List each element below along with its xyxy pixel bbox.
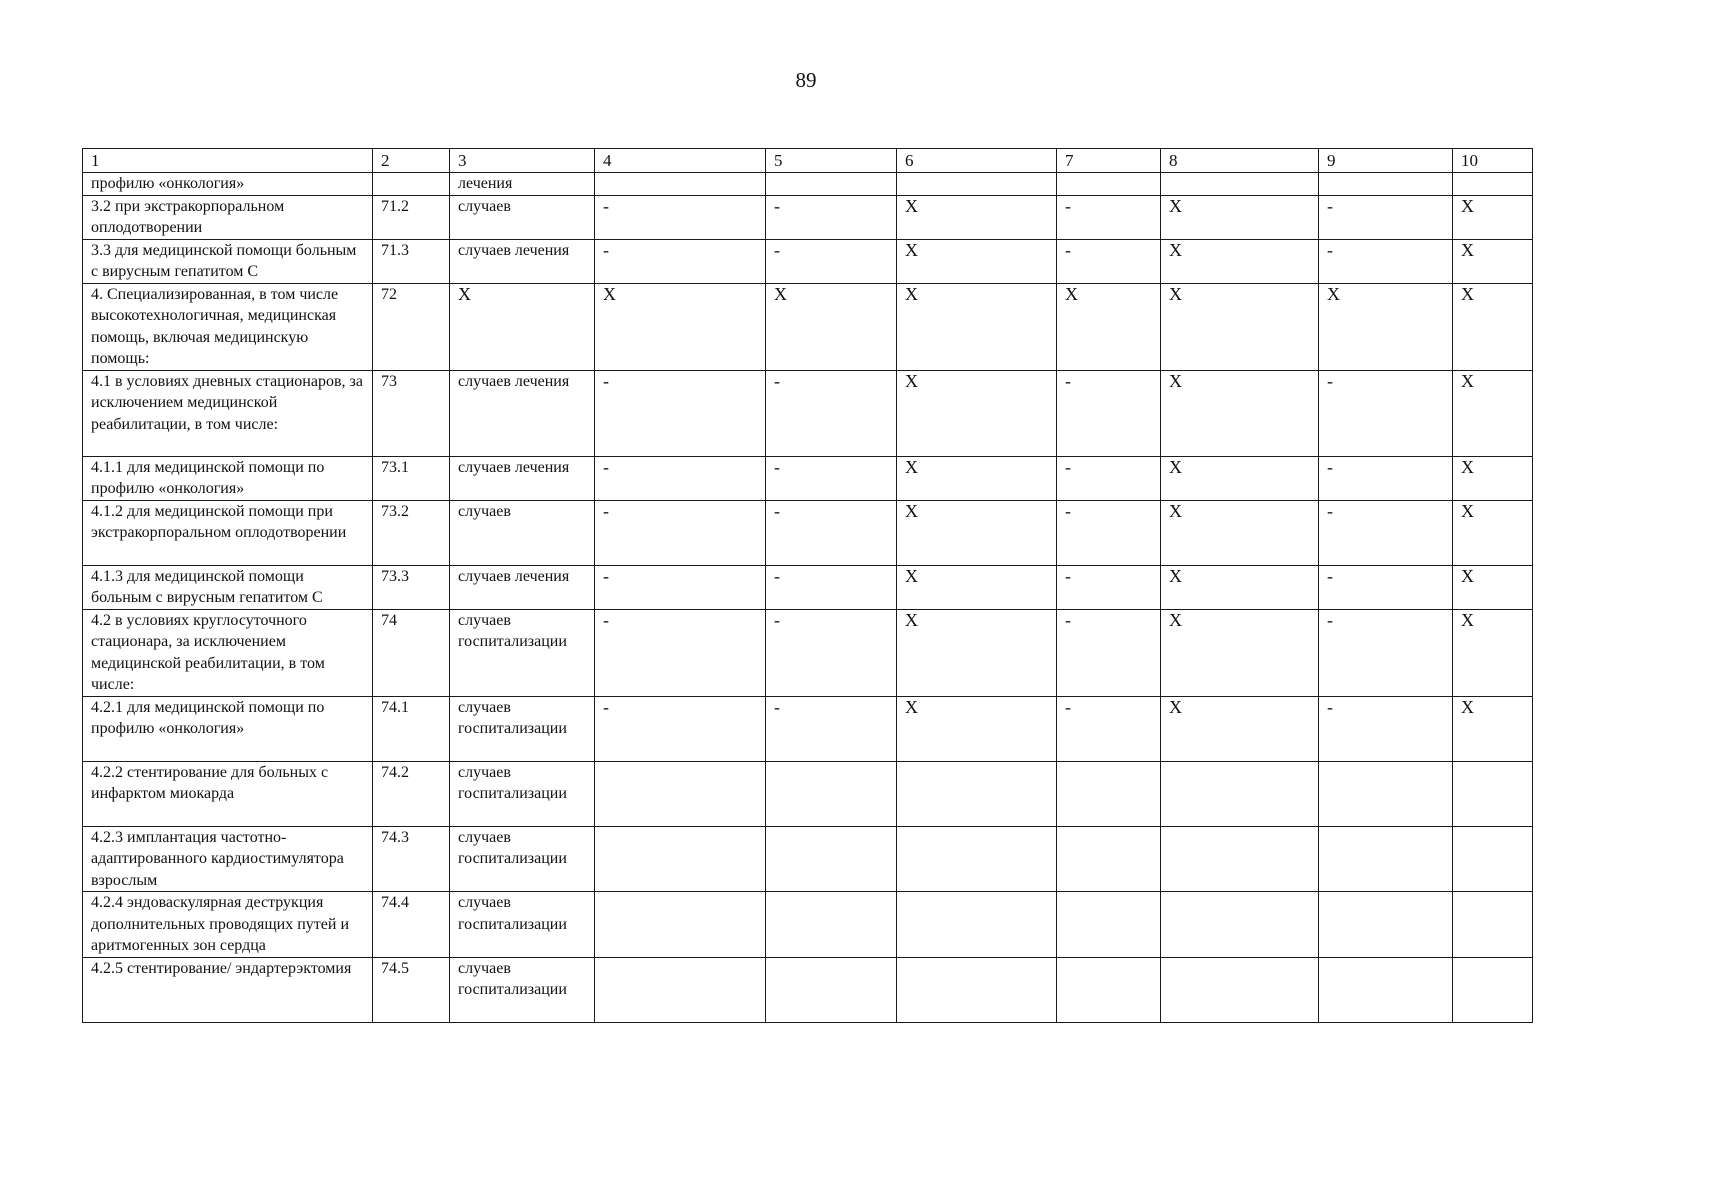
- table-cell-col-7: [1057, 172, 1161, 195]
- table-cell-col-8: X: [1161, 283, 1319, 370]
- header-cell-4: 4: [595, 149, 766, 173]
- table-cell-col-9: -: [1319, 565, 1453, 609]
- table-cell-col-10: X: [1453, 283, 1533, 370]
- table-cell-col-9: -: [1319, 500, 1453, 565]
- header-cell-6: 6: [897, 149, 1057, 173]
- table-cell-col-3: случаев: [450, 500, 595, 565]
- table-cell-col-8: [1161, 761, 1319, 826]
- table-cell-col-10: X: [1453, 500, 1533, 565]
- table-cell-col-9: [1319, 172, 1453, 195]
- table-cell-col-3: случаев госпитализации: [450, 892, 595, 958]
- table-row: [83, 892, 1533, 958]
- table-cell-col-8: X: [1161, 370, 1319, 456]
- table-cell-col-6: [897, 957, 1057, 1022]
- table-cell-col-10: [1453, 761, 1533, 826]
- table-cell-col-4: -: [595, 565, 766, 609]
- table-cell-col-2: 71.3: [373, 239, 450, 283]
- table-cell-col-2: 72: [373, 283, 450, 370]
- table-cell-col-6: [897, 826, 1057, 892]
- table-cell-col-3: X: [450, 283, 595, 370]
- table-cell-col-2: 74.3: [373, 826, 450, 892]
- table-cell-col-1: 4.2.4 эндоваскулярная деструкция дополнительных проводящих путей и аритмогенных зон сердца: [83, 892, 373, 958]
- table-cell-col-6: [897, 761, 1057, 826]
- table-cell-col-1: 4.1 в условиях дневных стационаров, за исключением медицинской реабилитации, в том числе:: [83, 370, 373, 456]
- table-row: [83, 696, 1533, 761]
- table-row: [83, 500, 1533, 565]
- table-cell-col-4: -: [595, 239, 766, 283]
- table-cell-col-10: X: [1453, 370, 1533, 456]
- table-cell-col-1: 4.2.1 для медицинской помощи по профилю «онкология»: [83, 696, 373, 761]
- table-cell-col-7: [1057, 892, 1161, 958]
- table-cell-col-5: -: [766, 195, 897, 239]
- table-cell-col-1: 3.2 при экстракорпоральном оплодотворении: [83, 195, 373, 239]
- table-cell-col-8: X: [1161, 195, 1319, 239]
- table-cell-col-10: X: [1453, 609, 1533, 696]
- table-header-row: [83, 149, 1533, 173]
- table-row: [83, 609, 1533, 696]
- table-cell-col-1: 4. Специализированная, в том числе высокотехнологичная, медицинская помощь, включая медицинскую помощь:: [83, 283, 373, 370]
- table-cell-col-8: X: [1161, 456, 1319, 500]
- table-cell-col-1: 4.2.3 имплантация частотно-адаптированного кардиостимулятора взрослым: [83, 826, 373, 892]
- table-cell-col-5: -: [766, 456, 897, 500]
- table-cell-col-9: -: [1319, 609, 1453, 696]
- table-cell-col-3: случаев лечения: [450, 239, 595, 283]
- table-cell-col-6: X: [897, 370, 1057, 456]
- table-cell-col-2: 74.5: [373, 957, 450, 1022]
- table-cell-col-10: [1453, 957, 1533, 1022]
- table-cell-col-7: -: [1057, 456, 1161, 500]
- table-cell-col-8: X: [1161, 609, 1319, 696]
- table-cell-col-5: -: [766, 696, 897, 761]
- table-cell-col-10: [1453, 892, 1533, 958]
- table-cell-col-2: 71.2: [373, 195, 450, 239]
- table-cell-col-7: -: [1057, 370, 1161, 456]
- data-table: [82, 148, 1533, 1023]
- table-cell-col-6: X: [897, 456, 1057, 500]
- header-cell-10: 10: [1453, 149, 1533, 173]
- table-cell-col-8: X: [1161, 500, 1319, 565]
- table-cell-col-6: X: [897, 195, 1057, 239]
- table-cell-col-3: лечения: [450, 172, 595, 195]
- table-cell-col-6: X: [897, 239, 1057, 283]
- table-cell-col-3: случаев госпитализации: [450, 696, 595, 761]
- table-cell-col-8: [1161, 172, 1319, 195]
- table-cell-col-9: [1319, 957, 1453, 1022]
- table-cell-col-9: -: [1319, 370, 1453, 456]
- table-cell-col-7: -: [1057, 565, 1161, 609]
- table-cell-col-2: 73.3: [373, 565, 450, 609]
- table-cell-col-9: -: [1319, 195, 1453, 239]
- table-cell-col-6: X: [897, 500, 1057, 565]
- header-cell-7: 7: [1057, 149, 1161, 173]
- table-cell-col-5: [766, 761, 897, 826]
- table-cell-col-4: [595, 826, 766, 892]
- table-cell-col-1: 4.1.3 для медицинской помощи больным с вирусным гепатитом С: [83, 565, 373, 609]
- table-cell-col-4: [595, 172, 766, 195]
- table-row: [83, 172, 1533, 195]
- header-cell-9: 9: [1319, 149, 1453, 173]
- table-cell-col-6: X: [897, 283, 1057, 370]
- header-cell-1: 1: [83, 149, 373, 173]
- table-cell-col-2: 74.1: [373, 696, 450, 761]
- table-cell-col-1: 4.2.2 стентирование для больных с инфарктом миокарда: [83, 761, 373, 826]
- table-row: [83, 239, 1533, 283]
- table-cell-col-5: -: [766, 565, 897, 609]
- header-cell-2: 2: [373, 149, 450, 173]
- table-cell-col-6: X: [897, 609, 1057, 696]
- table-cell-col-4: [595, 761, 766, 826]
- table-cell-col-5: -: [766, 500, 897, 565]
- table-cell-col-7: [1057, 761, 1161, 826]
- table-cell-col-9: -: [1319, 239, 1453, 283]
- table-cell-col-7: [1057, 957, 1161, 1022]
- table-cell-col-10: X: [1453, 195, 1533, 239]
- table-cell-col-5: X: [766, 283, 897, 370]
- table-cell-col-3: случаев: [450, 195, 595, 239]
- table-cell-col-10: X: [1453, 239, 1533, 283]
- page-number: 89: [795, 68, 817, 92]
- table-cell-col-1: 3.3 для медицинской помощи больным с вирусным гепатитом С: [83, 239, 373, 283]
- table-cell-col-8: [1161, 957, 1319, 1022]
- table-cell-col-3: случаев лечения: [450, 370, 595, 456]
- table-row: [83, 565, 1533, 609]
- table-cell-col-5: -: [766, 239, 897, 283]
- table-cell-col-1: 4.2 в условиях круглосуточного стационара, за исключением медицинской реабилитации, в том числе:: [83, 609, 373, 696]
- table-cell-col-9: -: [1319, 696, 1453, 761]
- table-cell-col-5: -: [766, 609, 897, 696]
- table-cell-col-9: X: [1319, 283, 1453, 370]
- table-cell-col-7: -: [1057, 696, 1161, 761]
- header-cell-8: 8: [1161, 149, 1319, 173]
- table-cell-col-6: X: [897, 565, 1057, 609]
- table-row: [83, 826, 1533, 892]
- table-cell-col-9: [1319, 826, 1453, 892]
- table-cell-col-2: 74: [373, 609, 450, 696]
- table-cell-col-7: -: [1057, 500, 1161, 565]
- table-cell-col-10: [1453, 172, 1533, 195]
- table-cell-col-9: -: [1319, 456, 1453, 500]
- table-cell-col-7: -: [1057, 239, 1161, 283]
- table-cell-col-3: случаев лечения: [450, 456, 595, 500]
- table-cell-col-6: [897, 892, 1057, 958]
- table-cell-col-7: -: [1057, 609, 1161, 696]
- table-cell-col-4: -: [595, 195, 766, 239]
- table-cell-col-7: X: [1057, 283, 1161, 370]
- table-cell-col-4: X: [595, 283, 766, 370]
- table-cell-col-1: 4.1.1 для медицинской помощи по профилю «онкология»: [83, 456, 373, 500]
- table-cell-col-8: X: [1161, 696, 1319, 761]
- table-cell-col-7: [1057, 826, 1161, 892]
- table-cell-col-1: профилю «онкология»: [83, 172, 373, 195]
- table-cell-col-2: 73: [373, 370, 450, 456]
- table-cell-col-10: X: [1453, 565, 1533, 609]
- table-row: [83, 283, 1533, 370]
- table-cell-col-6: [897, 172, 1057, 195]
- table-cell-col-4: [595, 957, 766, 1022]
- table-cell-col-8: X: [1161, 239, 1319, 283]
- header-cell-5: 5: [766, 149, 897, 173]
- table-cell-col-8: [1161, 892, 1319, 958]
- table-cell-col-7: -: [1057, 195, 1161, 239]
- table-cell-col-3: случаев госпитализации: [450, 609, 595, 696]
- table-cell-col-3: случаев лечения: [450, 565, 595, 609]
- table-cell-col-3: случаев госпитализации: [450, 957, 595, 1022]
- table-cell-col-1: 4.2.5 стентирование/ эндартерэктомия: [83, 957, 373, 1022]
- table-body: [83, 149, 1533, 1023]
- table-cell-col-5: [766, 172, 897, 195]
- table-cell-col-4: [595, 892, 766, 958]
- table-cell-col-2: [373, 172, 450, 195]
- table-cell-col-4: -: [595, 609, 766, 696]
- table-cell-col-6: X: [897, 696, 1057, 761]
- table-cell-col-2: 73.1: [373, 456, 450, 500]
- table-cell-col-3: случаев госпитализации: [450, 761, 595, 826]
- table-cell-col-5: [766, 957, 897, 1022]
- table-row: [83, 195, 1533, 239]
- table-row: [83, 761, 1533, 826]
- header-cell-3: 3: [450, 149, 595, 173]
- table-cell-col-1: 4.1.2 для медицинской помощи при экстракорпоральном оплодотворении: [83, 500, 373, 565]
- table-cell-col-5: -: [766, 370, 897, 456]
- table-cell-col-10: X: [1453, 696, 1533, 761]
- table-cell-col-9: [1319, 761, 1453, 826]
- table-cell-col-2: 74.4: [373, 892, 450, 958]
- table-cell-col-10: X: [1453, 456, 1533, 500]
- table-cell-col-4: -: [595, 500, 766, 565]
- table-row: [83, 957, 1533, 1022]
- table-cell-col-4: -: [595, 370, 766, 456]
- table-cell-col-8: X: [1161, 565, 1319, 609]
- table-row: [83, 370, 1533, 456]
- table-cell-col-4: -: [595, 456, 766, 500]
- table-cell-col-5: [766, 826, 897, 892]
- table-cell-col-9: [1319, 892, 1453, 958]
- table-cell-col-2: 73.2: [373, 500, 450, 565]
- table-row: [83, 456, 1533, 500]
- table-cell-col-3: случаев госпитализации: [450, 826, 595, 892]
- table-cell-col-2: 74.2: [373, 761, 450, 826]
- table-cell-col-5: [766, 892, 897, 958]
- table-cell-col-4: -: [595, 696, 766, 761]
- table-cell-col-10: [1453, 826, 1533, 892]
- table-cell-col-8: [1161, 826, 1319, 892]
